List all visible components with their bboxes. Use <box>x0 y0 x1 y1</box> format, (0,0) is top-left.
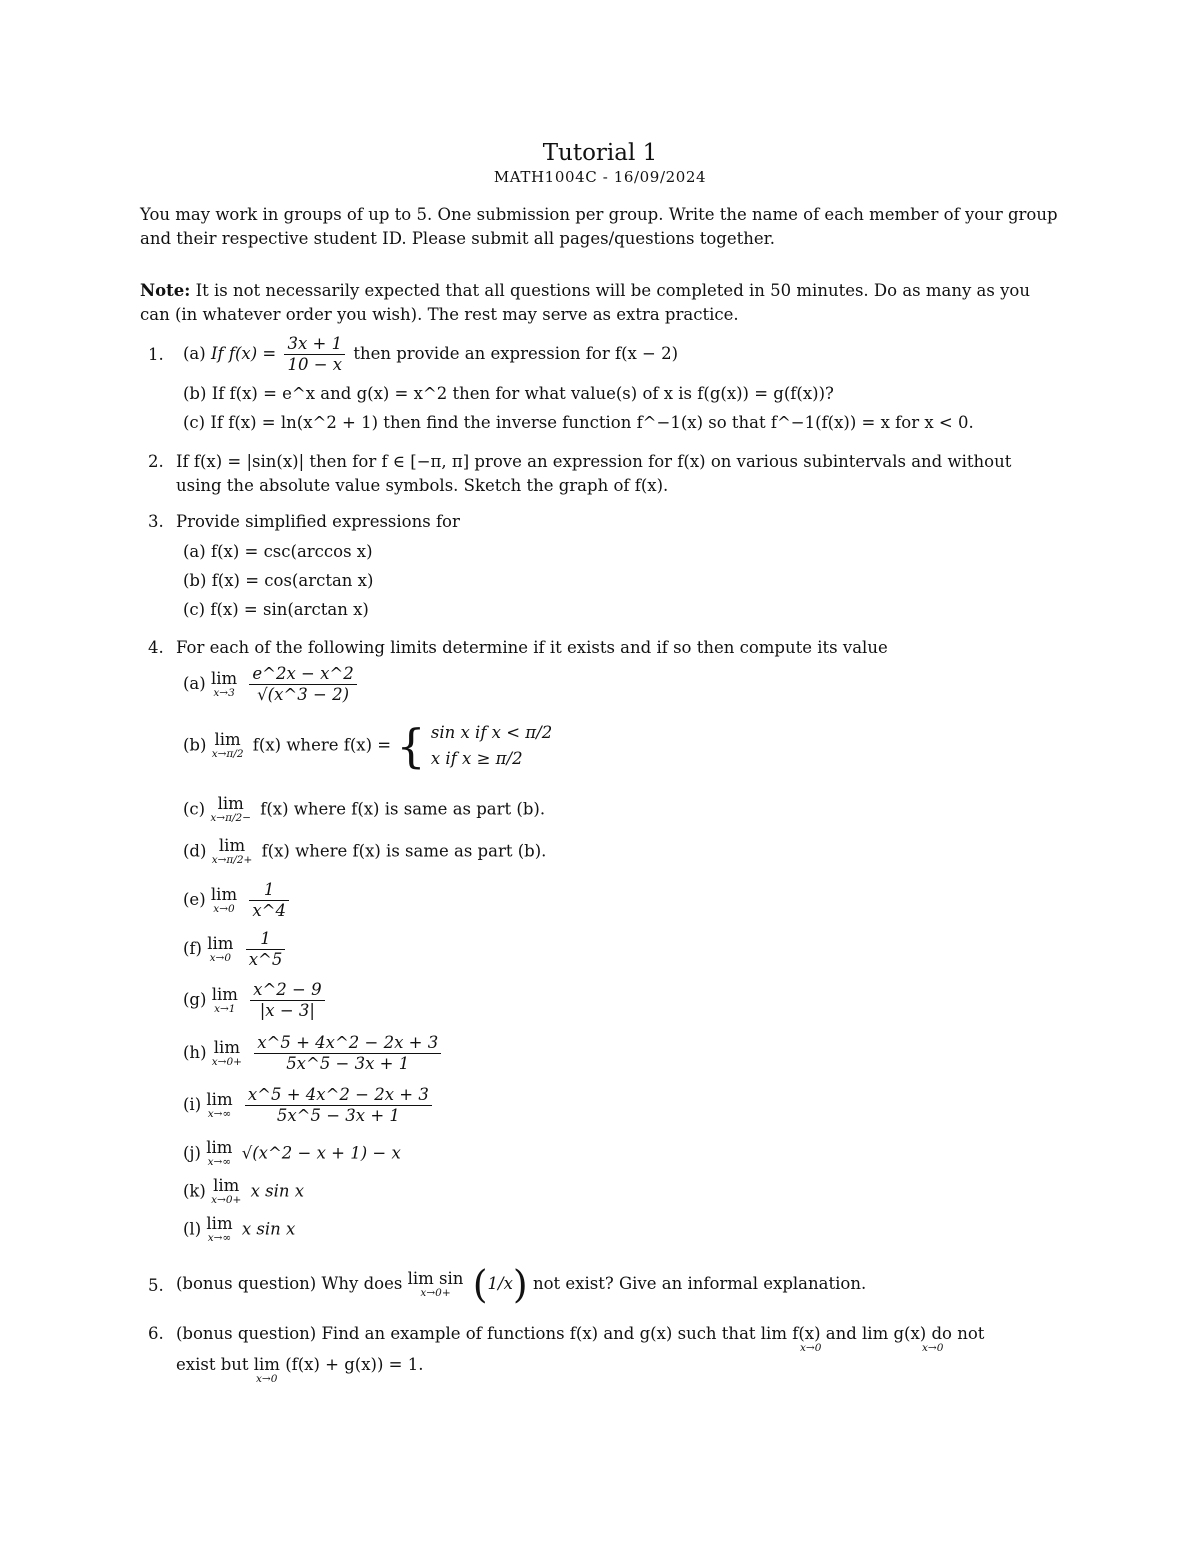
q4c <box>183 796 545 824</box>
q4f-denominator: x^5 <box>248 950 283 969</box>
q4e-label: (e) <box>183 890 206 909</box>
q4e-fraction <box>249 880 289 921</box>
q4a-lim-word: lim <box>210 668 238 688</box>
q3-number: 3. <box>148 512 164 531</box>
q3b-label: (b) <box>183 571 207 590</box>
q4g-label: (g) <box>183 990 207 1009</box>
q4l-limit <box>206 1216 232 1244</box>
note-label: Note: <box>140 281 191 300</box>
q4j-lim-word: lim <box>206 1138 233 1157</box>
q1a-numerator: 3x + 1 <box>284 334 345 355</box>
q5-arg: 1/x <box>487 1274 513 1293</box>
q5-lim-sub: x→0+ <box>420 1286 451 1299</box>
q4j-expr: √(x^2 − x + 1) − x <box>241 1143 401 1163</box>
q4f-lim-word: lim <box>207 933 234 953</box>
q5-paren-open: ( <box>472 1262 488 1307</box>
q4j-label: (j) <box>183 1143 201 1163</box>
q2-line1: If f(x) = |sin(x)| then for f ∈ [−π, π] prove an expression for f(x) on various subintervals and without <box>176 452 1012 471</box>
q4i <box>183 1085 435 1126</box>
q4l-lim-word: lim <box>206 1214 233 1233</box>
q4e-lim-sub: x→0 <box>213 902 235 915</box>
q4h <box>183 1033 444 1074</box>
q4c-lim-word: lim <box>217 794 244 813</box>
q4j-lim-sub: x→∞ <box>207 1156 232 1168</box>
q4f-fraction <box>246 929 286 970</box>
note-text: It is not necessarily expected that all questions will be completed in 50 minutes. Do as many as you can (in whatever order you wish). The rest may serve as extra practice. <box>140 281 1030 324</box>
q4j <box>183 1140 401 1168</box>
q4e-denominator: x^4 <box>252 901 286 920</box>
page-subtitle: MATH1004C - 16/09/2024 <box>493 168 707 186</box>
q3-text: Provide simplified expressions for <box>176 512 460 531</box>
q4b-limit <box>212 732 244 760</box>
q4g-limit <box>211 984 238 1015</box>
q5-paren-close: ) <box>512 1262 528 1307</box>
q4g-numerator: x^2 − 9 <box>250 980 324 1001</box>
q4k-lim-word: lim <box>213 1176 240 1195</box>
q4i-label: (i) <box>183 1095 202 1114</box>
q4h-numerator: x^5 + 4x^2 − 2x + 3 <box>254 1033 441 1054</box>
q4k-expr: x sin x <box>250 1181 305 1201</box>
q1b-text: If f(x) = e^x and g(x) = x^2 then for what value(s) of x is f(g(x)) = g(f(x))? <box>211 384 834 403</box>
q5-line <box>176 1262 866 1307</box>
q4a-lim-sub: x→3 <box>213 686 235 699</box>
q2-number: 2. <box>148 452 164 471</box>
q4k-label: (k) <box>183 1181 206 1201</box>
q5-post: not exist? Give an informal explanation. <box>532 1274 867 1293</box>
q1a-label: (a) <box>183 344 206 363</box>
q1a <box>183 330 678 378</box>
q4g-fraction <box>250 980 324 1021</box>
q4i-lim-word: lim <box>206 1089 233 1109</box>
q4f-label: (f) <box>183 939 202 958</box>
q4e-limit <box>210 884 238 915</box>
q4i-denominator: 5x^5 − 3x + 1 <box>276 1106 400 1125</box>
q4k-limit <box>211 1178 241 1206</box>
q4a <box>183 664 360 705</box>
intro-paragraph: You may work in groups of up to 5. One submission per group. Write the name of each member of your group and their respective student ID. Please submit all pages/questions together. <box>140 205 1058 248</box>
q4b <box>183 720 552 772</box>
q4j-limit <box>206 1140 232 1168</box>
q4e <box>183 880 292 921</box>
q5-number: 5. <box>148 1276 164 1295</box>
q4d-label: (d) <box>183 841 207 861</box>
q4f-lim-sub: x→0 <box>209 951 232 964</box>
q4b-case1: sin x if x < π/2 <box>430 723 553 742</box>
q4l-label: (l) <box>183 1219 202 1239</box>
q4c-limit <box>210 796 251 824</box>
q4h-lim-sub: x→0+ <box>211 1055 242 1068</box>
q4i-lim-sub: x→∞ <box>207 1107 232 1120</box>
q5-limit <box>407 1268 464 1299</box>
q4l-expr: x sin x <box>241 1219 296 1239</box>
q3c-text: f(x) = sin(arctan x) <box>210 600 369 619</box>
q4a-limit <box>210 668 238 699</box>
q1c-label: (c) <box>183 413 206 432</box>
q4d-lim-word: lim <box>218 836 246 855</box>
q4k <box>183 1178 304 1206</box>
q4c-lim-sub: x→π/2− <box>210 812 252 824</box>
q3c-label: (c) <box>183 600 206 619</box>
q4h-fraction <box>254 1033 441 1074</box>
q3b-text: f(x) = cos(arctan x) <box>211 571 374 590</box>
q3a-text: f(x) = csc(arccos x) <box>210 542 373 561</box>
q4d <box>183 838 546 866</box>
q6-number: 6. <box>148 1324 164 1343</box>
q4i-numerator: x^5 + 4x^2 − 2x + 3 <box>245 1085 432 1106</box>
q1a-fraction <box>284 334 345 375</box>
q4h-denominator: 5x^5 − 3x + 1 <box>286 1054 410 1073</box>
q4b-lim-word: lim <box>214 730 241 749</box>
q3c <box>183 598 369 622</box>
q4d-lim-sub: x→π/2+ <box>211 854 253 866</box>
q5-lim-word: lim sin <box>407 1268 464 1288</box>
q4b-text: f(x) where f(x) = <box>252 735 392 755</box>
q4-number: 4. <box>148 638 164 657</box>
q4a-label: (a) <box>183 674 206 693</box>
q4b-lim-sub: x→π/2 <box>211 748 244 760</box>
q4a-fraction <box>249 664 356 705</box>
q4g-lim-sub: x→1 <box>214 1002 236 1015</box>
q6-line1-sub-a: x→0 <box>800 1342 822 1354</box>
q1a-post: then provide an expression for f(x − 2) <box>353 344 679 363</box>
q3a-label: (a) <box>183 542 206 561</box>
q1c-text: If f(x) = ln(x^2 + 1) then find the inverse function f^−1(x) so that f^−1(f(x)) = x for x < 0. <box>210 413 974 432</box>
q1c <box>183 411 974 435</box>
q2-line2: using the absolute value symbols. Sketch the graph of f(x). <box>176 476 669 495</box>
q4l-lim-sub: x→∞ <box>207 1232 232 1244</box>
q5-pre: (bonus question) Why does <box>176 1274 403 1293</box>
q6-line2-sub: x→0 <box>256 1373 278 1385</box>
q4a-denominator: √(x^3 − 2) <box>257 685 350 704</box>
q4h-lim-word: lim <box>213 1037 240 1057</box>
q4l <box>183 1216 295 1244</box>
q1b-label: (b) <box>183 384 207 403</box>
q4f-limit <box>207 933 234 964</box>
q3a <box>183 540 373 564</box>
q4c-text: f(x) where f(x) is same as part (b). <box>260 799 546 819</box>
q4d-text: f(x) where f(x) is same as part (b). <box>261 841 547 861</box>
q4c-label: (c) <box>183 799 206 819</box>
q4-text: For each of the following limits determine if it exists and if so then compute its value <box>176 638 888 657</box>
q4h-limit <box>211 1037 242 1068</box>
q1a-pre: If f(x) = <box>210 344 277 363</box>
q4e-lim-word: lim <box>210 884 238 904</box>
q6-line2: exist but lim (f(x) + g(x)) = 1. <box>176 1355 424 1374</box>
q4i-fraction <box>245 1085 432 1126</box>
q4g <box>183 980 328 1021</box>
q4k-lim-sub: x→0+ <box>211 1194 242 1206</box>
q1a-denominator: 10 − x <box>287 355 343 374</box>
q4b-label: (b) <box>183 735 207 755</box>
q1-number: 1. <box>148 345 164 364</box>
q6-line1-sub-b: x→0 <box>922 1342 944 1354</box>
q4g-denominator: |x − 3| <box>259 1001 315 1020</box>
q4d-limit <box>212 838 253 866</box>
q3b <box>183 569 373 593</box>
note-paragraph <box>140 279 1060 327</box>
q6-line1: (bonus question) Find an example of functions f(x) and g(x) such that lim f(x) and lim g(x) do not <box>176 1324 985 1343</box>
q4f <box>183 929 288 970</box>
q1b <box>183 382 834 406</box>
page-title: Tutorial 1 <box>542 140 658 166</box>
q4b-cases <box>431 720 552 772</box>
q4e-numerator: 1 <box>249 880 289 901</box>
q4b-brace: { <box>396 719 426 773</box>
q4g-lim-word: lim <box>211 984 238 1004</box>
q4b-case2: x if x ≥ π/2 <box>430 749 523 768</box>
q4i-limit <box>206 1089 233 1120</box>
q4h-label: (h) <box>183 1043 207 1062</box>
q4f-numerator: 1 <box>246 929 286 950</box>
q4a-numerator: e^2x − x^2 <box>249 664 356 685</box>
